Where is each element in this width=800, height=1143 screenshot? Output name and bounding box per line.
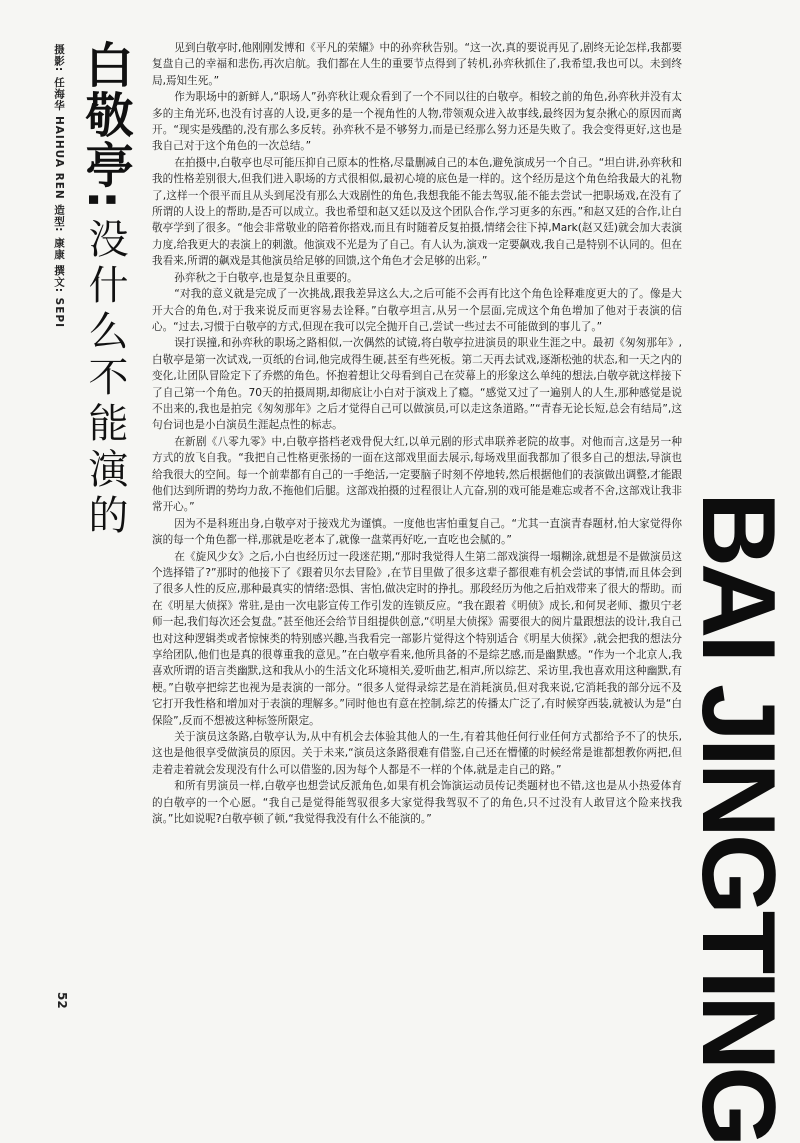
article-paragraph: 因为不是科班出身,白敬亭对于接戏尤为谨慎。一度他也害怕重复自己。“尤其一直演青春题材,怕大家觉得你演的每一个角色都一样,那就是吃老本了,就像一盘菜再好吃,一直吃也会腻的。”	[152, 517, 682, 547]
article-paragraph: 作为职场中的新鲜人,“职场人”孙弈秋让观众看到了一个不同以往的白敬亭。相较之前的角色,孙弈秋并没有太多的主角光环,也没有讨喜的人设,更多的是一个视角性的人物,带领观众进入故事线,最终因为复杂揪心的原因而离开。“现实是残酷的,没有那么多反转。孙弈秋不是不够努力,而是已经那么努力还是失败了。我会变得更好,这也是我自己对于这个角色的一次总结。”	[152, 91, 682, 153]
article-paragraph: 在拍摄中,白敬亭也尽可能压抑自己原本的性格,尽量删减自己的本色,避免演成另一个自己。“坦白讲,孙弈秋和我的性格差别很大,但我们进入职场的方式很相似,最初心境的底色是一样的。这个经历是这个角色给我最大的礼物了,这样一个很平而且从头到尾没有那么大戏剧性的角色,我想我能不能去驾驭,能不能去尝试一把职场戏,在没有了所谓的人设上的帮助,是否可以成立。我也希望和赵又廷以及这个团队合作,学习更多的东西。”和赵又廷的合作,让白敬亭学到了很多。“他会非常敬业的陪着你搭戏,而且有时随着反复拍摄,情绪会往下掉,Mark(赵又廷)就会加大表演力度,给我更大的表演上的刺激。他演戏不光是为了自己。有人认为,演戏一定要飙戏,我自己是特别不认同的。但在我看来,所谓的飙戏是其他演员给足够的回馈,这个角色才会足够的出彩。”	[152, 156, 682, 268]
article-paragraph: 和所有男演员一样,白敬亭也想尝试反派角色,如果有机会饰演运动员传记类题材也不错,这也是从小热爱体育的白敬亭的一个心愿。“我自己是觉得能驾驭很多大家觉得我驾驭不了的角色,只不过没有人敢冒这个险来找我演。”比如说呢?白敬亭顿了顿,“我觉得我没有什么不能演的。”	[152, 780, 682, 826]
article-paragraph: 在新剧《八零九零》中,白敬亭搭档老戏骨倪大红,以单元剧的形式串联养老院的故事。对他而言,这是另一种方式的放飞自我。“我把自己性格更张扬的一面在这部戏里面去展示,每场戏里面我都加了很多自己的想法,导演也给我很大的空间。每一个前辈都有自己的一手绝活,一定要脑子时刻不停地转,然后根据他们的表演做出调整,才能跟他们达到所谓的势均力敌,不拖他们后腿。这部戏拍摄的过程很让人亢奋,别的戏可能是难忘或者不舍,这部戏让我非常开心。”	[152, 435, 682, 514]
decorative-name-text: BAI JINGTING	[680, 492, 796, 1143]
article-paragraph: 关于演员这条路,白敬亭认为,从中有机会去体验其他人的一生,有着其他任何行业任何方式都给予不了的快乐,这也是他很享受做演员的原因。关于未来,“演员这条路很难有借鉴,自己还在懵懂的时候经常是谁都想教你两把,但走着走着就会发现没有什么可以借鉴的,因为每个人都是不一样的个体,就是走自己的路。”	[152, 731, 682, 776]
page-subtitle: 没什么不能演的	[82, 218, 128, 540]
page-number: 52	[55, 992, 69, 1009]
article-paragraph: “对我的意义就是完成了一次挑战,跟我差异这么大,之后可能不会再有比这个角色诠释难度更大的了。像是大开大合的角色,对于我来说反而更容易去诠释。”白敬亭坦言,从另一个层面,完成这个角色增加了他对于表演的信心。“过去,习惯于白敬亭的方式,但现在我可以完全抛开自己,尝试一些过去不可能做到的事儿了。”	[152, 288, 682, 333]
page-title: 白敬亭:	[77, 40, 133, 212]
photo-credits: 摄影: 任海华 HAIHUA REN 造型: 康康 撰文: SEPI	[53, 44, 65, 329]
article-paragraph: 孙弈秋之于白敬亭,也是复杂且重要的。	[174, 271, 358, 284]
decorative-name	[680, 492, 796, 1143]
article-body	[152, 40, 682, 828]
article-paragraph: 误打误撞,和孙弈秋的职场之路相似,一次偶然的试镜,将白敬亭拉进演员的职业生涯之中。最初《匆匆那年》,白敬亭是第一次试戏,一页纸的台词,他完成得生硬,甚至有些死板。第二天再去试戏,逐渐松弛的状态,和一天之内的变化,让团队冒险定下了乔燃的角色。怀抱着想让父母看到自己在荧幕上的形象这么单纯的想法,白敬亭就这样接下了自己第一个角色。70天的拍摄周期,却彻底让小白对于演戏上了瘾。“感觉又过了一遍别人的人生,那种感觉是说不出来的,我也是拍完《匆匆那年》之后才觉得自己可以做演员,可以走这条道路。”“青春无论长短,总会有结局”,这句台词也是小白演员生涯起点性的标志。	[152, 337, 682, 432]
article-paragraph: 见到白敬亭时,他刚刚发博和《平凡的荣耀》中的孙弈秋告别。“这一次,真的要说再见了,剧终无论怎样,我都要复盘自己的幸福和悲伤,再次启航。我们都在人生的重要节点得到了转机,孙弈秋抓住了,我希望,我也可以。未到终局,焉知生死。”	[152, 42, 682, 87]
article-paragraph: 在《旋风少女》之后,小白也经历过一段迷茫期,“那时我觉得人生第二部戏演得一塌糊涂,就想是不是做演员这个选择错了?”那时的他接下了《跟着贝尔去冒险》,在节目里做了很多这辈子都很难有机会尝试的事情,而且体会到了很多人性的反应,那种最真实的情绪:恐惧、害怕,做决定时的挣扎。那段经历为他之后拍戏带来了很大的帮助。而在《明星大侦探》常驻,是由一次电影宣传工作引发的连锁反应。“我在跟着《明侦》成长,和何炅老师、撒贝宁老师一起,我们每次还会复盘。”甚至他还会给节目组提供创意,“《明星大侦探》需要很大的阅片量跟想法的设计,我自己也对这种逻辑类或者惊悚类的特别感兴趣,当我看完一部影片觉得这个特别适合《明星大侦探》,就会把我的想法分享给团队,他们也是真的很尊重我的意见。”在白敬亭看来,他所具备的不是综艺感,而是幽默感。“作为一个北京人,我喜欢所谓的语言类幽默,这和我从小的生活文化环境相关,爱听曲艺,相声,所以综艺、采访里,我也喜欢用这种幽默,有梗。”白敬亭把综艺也视为是表演的一部分。“很多人觉得录综艺是在消耗演员,但对我来说,它消耗我的部分远不及它打开我性格和增加对于表演的理解多。”同时他也有意在控制,综艺的传播太广泛了,有时候穿西装,就被认为是“白保险”,反而不想被这种标签所限定。	[152, 550, 682, 727]
